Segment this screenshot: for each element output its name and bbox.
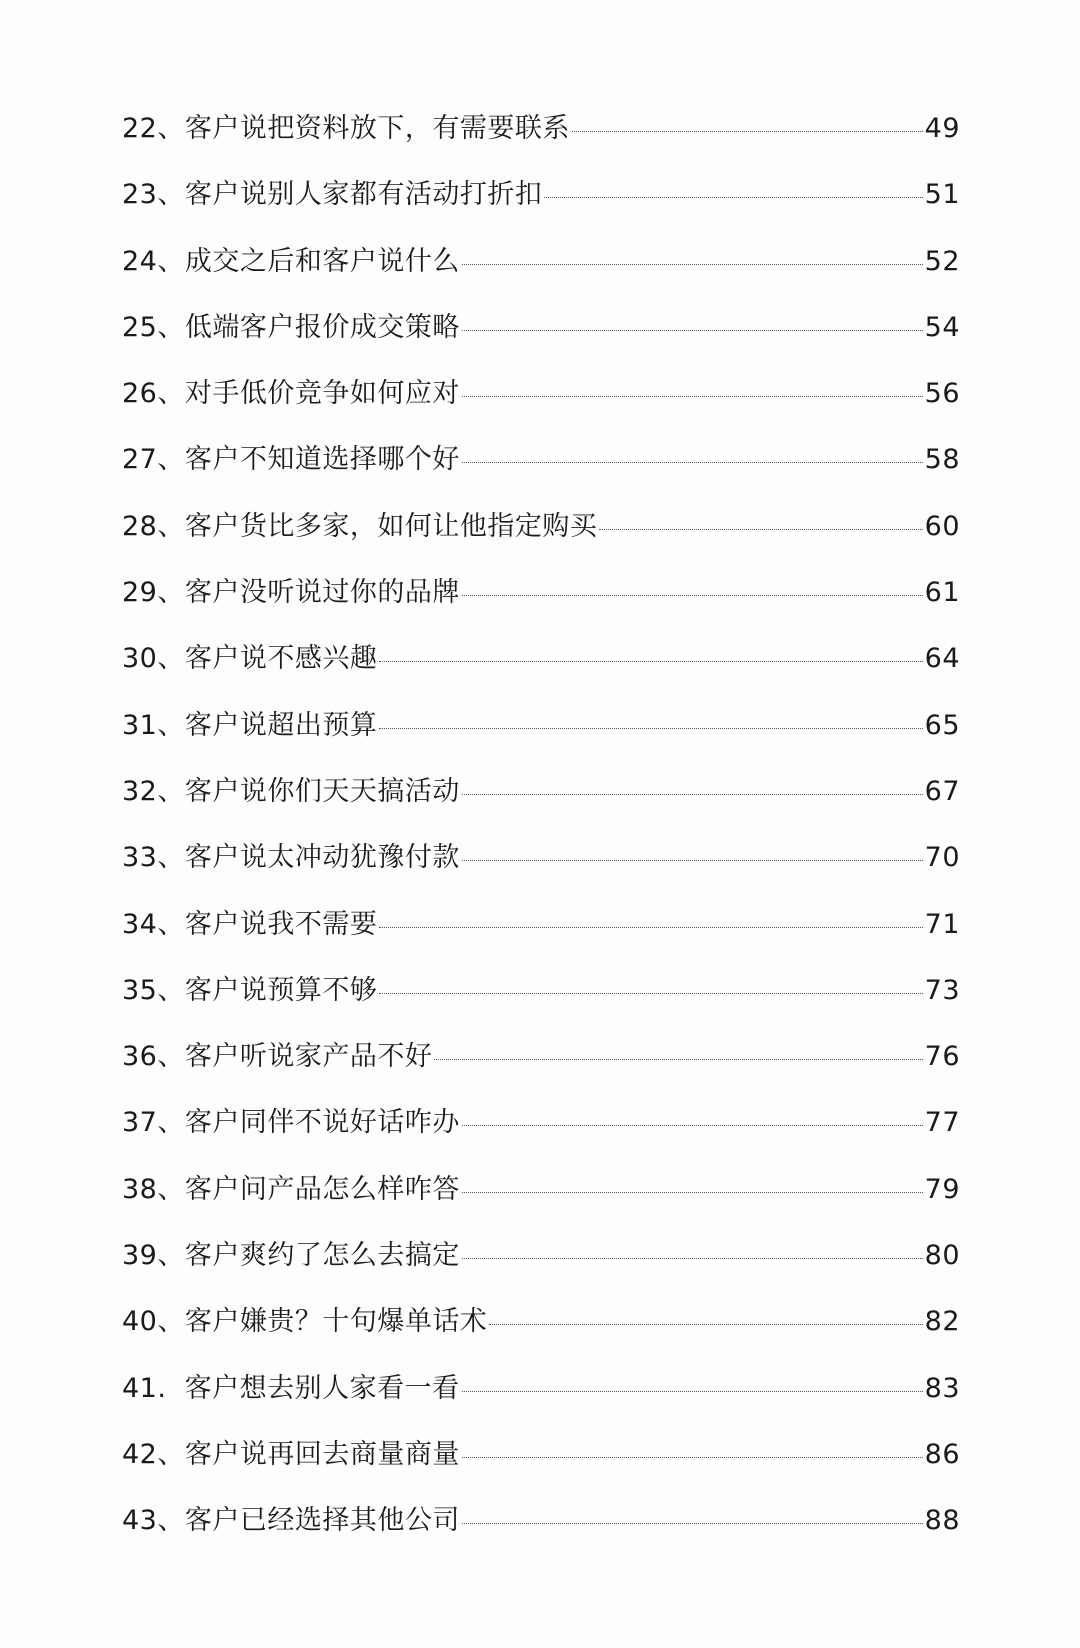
toc-entry-page: 83: [924, 1372, 960, 1404]
toc-entry-title: 客户货比多家，如何让他指定购买: [184, 510, 598, 542]
dot-leader: [599, 529, 922, 530]
dot-leader: [462, 1258, 923, 1259]
toc-entry-number: 35、: [122, 974, 185, 1006]
toc-entry-number: 38、: [122, 1173, 185, 1205]
toc-entry-title: 低端客户报价成交策略: [184, 311, 460, 343]
toc-entry-page: 80: [924, 1240, 960, 1272]
dot-leader: [462, 1391, 923, 1392]
toc-entry: [122, 361, 960, 427]
toc-entry-title: 客户说预算不够: [184, 974, 378, 1006]
toc-entry-page: 52: [924, 245, 960, 277]
toc-entry-title: 客户没听说过你的品牌: [184, 577, 460, 609]
dot-leader: [462, 860, 923, 861]
toc-entry-page: 73: [924, 974, 960, 1006]
toc-entry-number: 43、: [122, 1505, 185, 1537]
toc-entry: [122, 1422, 960, 1488]
toc-entry-page: 88: [924, 1505, 960, 1537]
toc-entry-title: 客户说再回去商量商量: [184, 1438, 460, 1470]
toc-entry-title: 客户说你们天天搞活动: [184, 775, 460, 807]
toc-entry-page: 58: [924, 444, 960, 476]
toc-entry-page: 86: [924, 1438, 960, 1470]
toc-entry-title: 对手低价竞争如何应对: [184, 378, 460, 410]
toc-entry-page: 60: [924, 510, 960, 542]
toc-entry: [122, 560, 960, 626]
toc-entry-number: 36、: [122, 1041, 185, 1073]
toc-entry-number: 42、: [122, 1438, 185, 1470]
toc-entry: [122, 825, 960, 891]
toc-entry-title: 客户已经选择其他公司: [184, 1505, 460, 1537]
toc-entry-page: 65: [924, 709, 960, 741]
dot-leader: [379, 927, 922, 928]
table-of-contents: [122, 96, 960, 1555]
toc-entry-title: 客户说我不需要: [184, 908, 378, 940]
toc-entry-page: 54: [924, 311, 960, 343]
dot-leader: [462, 1125, 923, 1126]
dot-leader: [462, 1457, 923, 1458]
toc-entry-page: 67: [924, 775, 960, 807]
dot-leader: [572, 131, 923, 132]
toc-entry: [122, 427, 960, 493]
toc-entry-number: 30、: [122, 643, 185, 675]
toc-entry: [122, 162, 960, 228]
toc-entry: [122, 693, 960, 759]
toc-entry: [122, 1289, 960, 1355]
toc-entry-title: 客户想去别人家看一看: [184, 1372, 460, 1404]
toc-entry-page: 70: [924, 842, 960, 874]
toc-entry-number: 31、: [122, 709, 185, 741]
toc-entry-title: 客户说把资料放下，有需要联系: [184, 113, 570, 144]
dot-leader: [379, 993, 922, 994]
toc-entry: [122, 96, 960, 162]
toc-entry-title: 成交之后和客户说什么: [184, 245, 460, 277]
toc-entry-title: 客户说太冲动犹豫付款: [184, 842, 460, 874]
toc-entry: [122, 1488, 960, 1554]
dot-leader: [462, 794, 923, 795]
dot-leader: [544, 197, 922, 198]
toc-entry-number: 37、: [122, 1107, 185, 1139]
toc-entry-number: 33、: [122, 842, 185, 874]
dot-leader: [462, 462, 923, 463]
toc-entry-title: 客户说超出预算: [184, 709, 378, 741]
toc-entry-title: 客户问产品怎么样咋答: [184, 1173, 460, 1205]
toc-entry-page: 51: [924, 179, 960, 211]
toc-entry-number: 39、: [122, 1240, 185, 1272]
toc-entry-page: 49: [924, 113, 960, 144]
toc-entry-title: 客户爽约了怎么去搞定: [184, 1240, 460, 1272]
toc-entry-title: 客户说不感兴趣: [184, 643, 378, 675]
toc-entry: [122, 958, 960, 1024]
dot-leader: [434, 1059, 922, 1060]
toc-entry: [122, 229, 960, 295]
dot-leader: [489, 1324, 922, 1325]
toc-entry-page: 61: [924, 577, 960, 609]
toc-entry-number: 32、: [122, 775, 185, 807]
toc-entry-title: 客户说别人家都有活动打折扣: [184, 179, 543, 211]
dot-leader: [379, 661, 922, 662]
toc-entry-number: 23、: [122, 179, 185, 211]
dot-leader: [462, 1523, 923, 1524]
dot-leader: [462, 264, 923, 265]
toc-entry-number: 40、: [122, 1306, 185, 1338]
toc-entry-number: 22、: [122, 113, 185, 144]
dot-leader: [462, 330, 923, 331]
toc-entry-page: 64: [924, 643, 960, 675]
dot-leader: [462, 1192, 923, 1193]
toc-entry-page: 82: [924, 1306, 960, 1338]
toc-entry-number: 26、: [122, 378, 185, 410]
toc-entry: [122, 892, 960, 958]
toc-entry-title: 客户不知道选择哪个好: [184, 444, 460, 476]
toc-entry-number: 24、: [122, 245, 185, 277]
toc-entry: [122, 1090, 960, 1156]
toc-entry-number: 41.: [122, 1372, 185, 1404]
toc-entry-page: 56: [924, 378, 960, 410]
toc-entry-title: 客户嫌贵？十句爆单话术: [184, 1306, 488, 1338]
toc-entry: [122, 295, 960, 361]
toc-entry-number: 29、: [122, 577, 185, 609]
toc-entry-number: 28、: [122, 510, 185, 542]
toc-entry-page: 71: [924, 908, 960, 940]
toc-entry-page: 76: [924, 1041, 960, 1073]
toc-entry-title: 客户同伴不说好话咋办: [184, 1107, 460, 1139]
toc-entry: [122, 1157, 960, 1223]
dot-leader: [462, 595, 923, 596]
toc-entry-number: 25、: [122, 311, 185, 343]
dot-leader: [462, 396, 923, 397]
dot-leader: [379, 728, 922, 729]
toc-entry-number: 27、: [122, 444, 185, 476]
toc-entry: [122, 626, 960, 692]
toc-entry: [122, 1356, 960, 1422]
toc-entry: [122, 759, 960, 825]
toc-entry-title: 客户听说家产品不好: [184, 1041, 433, 1073]
toc-entry-page: 77: [924, 1107, 960, 1139]
toc-entry-number: 34、: [122, 908, 185, 940]
toc-entry: [122, 1223, 960, 1289]
toc-entry-page: 79: [924, 1173, 960, 1205]
toc-entry: [122, 1024, 960, 1090]
toc-entry: [122, 494, 960, 560]
